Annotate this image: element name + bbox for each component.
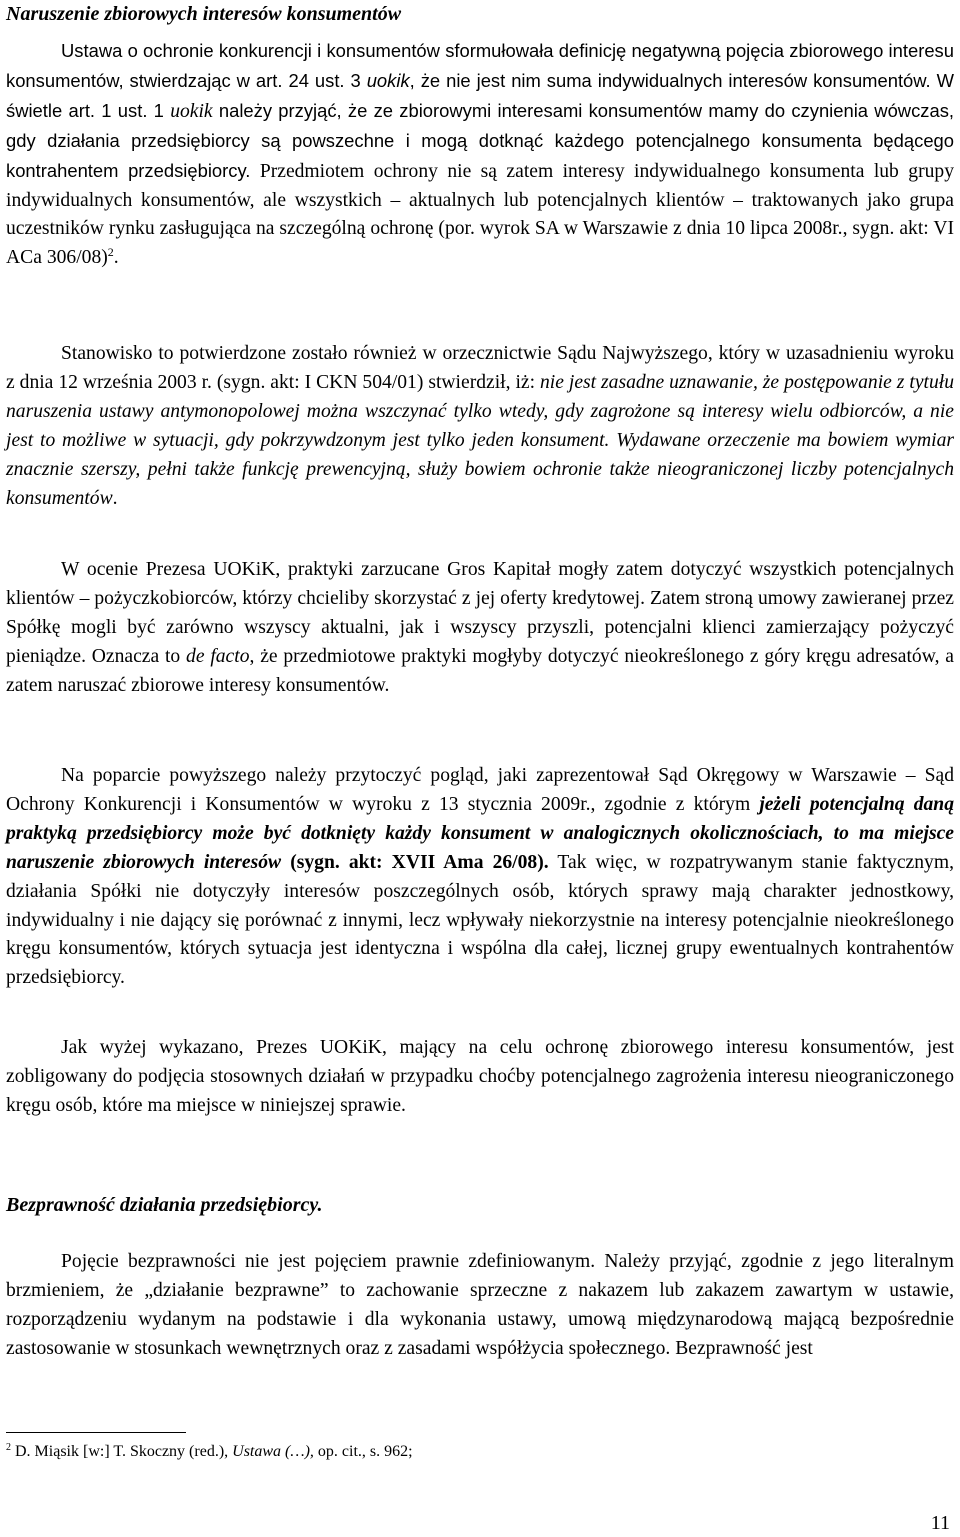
paragraph-6-text: Pojęcie bezprawności nie jest pojęciem prawnie zdefiniowanym. Należy przyjąć, zgodnie z jego literalnym brzmieniem, że „działanie bezprawne” to zachowanie sprzeczne z nakazem lub zakazem zawartym w ustawie, rozporządzeniu wydanym na podstawie i dla wykonania ustawy, umową międzynarodową mającą bezpośrednie zastosowanie w stosunkach wewnętrznych oraz z zasadami współżycia społecznego. Bezprawność jest bbox=[6, 1251, 954, 1359]
paragraph-4-text-a: Na poparcie powyższego należy przytoczyć pogląd, jaki zaprezentował Sąd Okręgowy w Warszawie – Sąd Ochrony Konkurencji i Konsumentów w wyroku z 13 stycznia 2009r., zgodnie z którym bbox=[6, 765, 954, 815]
section-heading-unlawfulness: Bezprawność działania przedsiębiorcy. bbox=[6, 1194, 323, 1216]
paragraph-1-text-d: Przedmiotem ochrony nie są zatem interesy indywidualnego konsumenta lub grupy indywidualnych konsumentów, ale wszystkich – aktualnych lub potencjalnych klientów – traktowanych jako grupa uczestników rynku zasługująca na szczególną ochronę (por. wyrok SA w Warszawie z dnia 10 lipca 2008r., sygn. akt: VI ACa 306/08) bbox=[6, 160, 954, 269]
paragraph-1 bbox=[6, 37, 954, 273]
paragraph-1-text-a: Ustawa o ochronie konkurencji i konsumentów sformułowała definicję negatywną pojęcia zbiorowego interesu konsumentów, stwierdzając w art. 24 ust. 3 bbox=[6, 40, 954, 91]
paragraph-5-text: Jak wyżej wykazano, Prezes UOKiK, mający na celu ochronę zbiorowego interesu konsumentów, jest zobligowany do podjęcia stosownych działań w przypadku choćby potencjalnego zagrożenia interesu nieograniczonego kręgu osób, które ma miejsce w niniejszej sprawie. bbox=[6, 1037, 954, 1116]
paragraph-4 bbox=[6, 762, 954, 993]
footnote-text-a: D. Miąsik [w:] T. Skoczny (red.), bbox=[11, 1443, 233, 1460]
paragraph-1-text-b: , że nie jest nim suma indywidualnych interesów konsumentów. W świetle art. 1 ust. 1 bbox=[6, 69, 954, 121]
paragraph-1-uokik-a: uokik bbox=[366, 69, 410, 91]
paragraph-1-text-e: . bbox=[113, 247, 119, 269]
footnote-ref-2: 2 bbox=[107, 245, 114, 260]
paragraph-6 bbox=[6, 1248, 954, 1364]
paragraph-5 bbox=[6, 1034, 954, 1121]
paragraph-1-text-c: należy przyjąć, że ze zbiorowymi interesami konsumentów mamy do czynienia wówczas, gdy działania przedsiębiorcy są powszechne i mogą dotknąć każdego potencjalnego konsumenta będącego kontrahentem przedsiębiorcy. bbox=[6, 99, 955, 181]
paragraph-3-text-a: W ocenie Prezesa UOKiK, praktyki zarzucane Gros Kapitał mogły zatem dotyczyć wszystkich potencjalnych klientów – pożyczkobiorców, którzy chcieliby skorzystać z jej oferty kredytowej. Zatem stroną umowy zawieranej przez Spółkę mogli być zarówno wszyscy aktualni, jak i wszyscy przyszli, potencjalni klienci zamierzający pożyczyć pieniądze. Oznacza to bbox=[6, 559, 954, 667]
footnote-separator bbox=[6, 1432, 186, 1433]
footnote-text-b: op. cit., s. 962; bbox=[313, 1443, 413, 1460]
paragraph-2 bbox=[6, 340, 954, 513]
footnote-title: Ustawa (…), bbox=[232, 1443, 314, 1460]
paragraph-3 bbox=[6, 556, 954, 701]
paragraph-2-text: Stanowisko to potwierdzone zostało również w orzecznictwie Sądu Najwyższego, który w uzasadnieniu wyroku z dnia 12 września 2003 r. (sygn. akt: I CKN 504/01) stwierdził, iż: bbox=[6, 343, 954, 393]
paragraph-2-end: . bbox=[112, 487, 118, 509]
paragraph-1-uokik-b: uokik bbox=[170, 100, 213, 122]
page-number: 11 bbox=[930, 1512, 950, 1534]
paragraph-2-quote: nie jest zasadne uznawanie, że postępowanie z tytułu naruszenia ustawy antymonopolowej można wszczynać tylko wtedy, gdy zagrożone są interesy wielu odbiorców, a nie jest to możliwe w sytuacji, gdy pokrzywdzonym jest tylko jeden konsument. Wydawane orzeczenie ma bowiem wymiar znacznie szerszy, pełni także funkcję prewencyjną, służy bowiem ochronie także nieograniczonej liczby potencjalnych konsumentów bbox=[6, 371, 954, 509]
paragraph-3-text-b: , że przedmiotowe praktyki mogłyby dotyczyć nieokreślonego z góry kręgu adresatów, a zatem naruszać zbiorowe interesy konsumentów. bbox=[6, 645, 954, 696]
section-heading-collective-interests: Naruszenie zbiorowych interesów konsumentów bbox=[6, 3, 402, 25]
paragraph-4-quote: jeżeli potencjalną daną praktyką przedsiębiorcy może być dotknięty każdy konsument w analogicznych okolicznościach, to ma miejsce naruszenie zbiorowych interesów bbox=[6, 793, 954, 873]
footnote-2 bbox=[6, 1442, 413, 1462]
footnote-number: 2 bbox=[6, 1442, 11, 1453]
paragraph-4-reference: (sygn. akt: XVII Ama 26/08). bbox=[281, 851, 549, 873]
paragraph-3-de-facto: de facto bbox=[186, 645, 250, 667]
paragraph-4-text-b: Tak więc, w rozpatrywanym stanie faktycznym, działania Spółki nie dotyczyły interesów poszczególnych osób, których sprawy mają charakter jednostkowy, indywidualny i nie dający się porównać z innymi, lecz wpływały niekorzystnie na interesy potencjalnie nieokreślonego kręgu konsumentów, których sytuacja jest identyczna i wspólna dla całej, licznej grupy ewentualnych kontrahentów przedsiębiorcy. bbox=[6, 851, 954, 989]
